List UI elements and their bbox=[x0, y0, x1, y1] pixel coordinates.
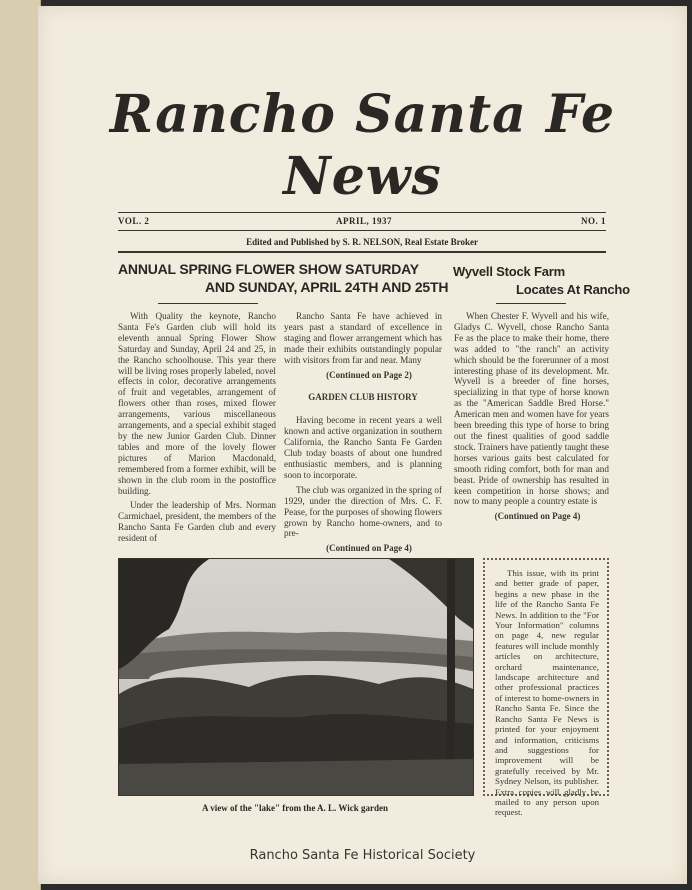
lake-photograph bbox=[118, 558, 474, 796]
continued-notice: (Continued on Page 4) bbox=[326, 543, 412, 554]
garden-club-subhead: GARDEN CLUB HISTORY bbox=[308, 392, 418, 403]
article-column-1 bbox=[118, 311, 276, 548]
paragraph: Under the leadership of Mrs. Norman Carmichael, president, the members of the Rancho Santa Fe Garden club and every resident of bbox=[118, 500, 276, 544]
volume-label: VOL. 2 bbox=[118, 216, 150, 226]
continued-notice: (Continued on Page 4) bbox=[494, 511, 581, 522]
newspaper-page bbox=[38, 6, 687, 884]
paragraph: With Quality the keynote, Rancho Santa Fe's Garden club will hold its eleventh annual Spring Flower Show Saturday and Sunday, April 24 and 25, in the Rancho schoolhouse. This year there will be living roses properly labeled, novel effects in color, decorative arrangements of fruit and vegetables, arrangement of flowers other than roses, mixed flower arrangements, various miscellaneous arrangements, and a special exhibit staged by the new Junior Garden Club. Dinner tables and more of the lovely flower pictures of Marion Macdonald, remembered from a former exhibit, will be shown in the club room in the postoffice building. bbox=[118, 311, 276, 496]
photo-caption: A view of the "lake" from the A. L. Wick garden bbox=[202, 803, 388, 813]
header-bottom-rule bbox=[118, 251, 606, 253]
article-column-2 bbox=[284, 311, 442, 558]
flower-show-headline-line2: AND SUNDAY, APRIL 24TH AND 25TH bbox=[205, 279, 449, 295]
paragraph: Having become in recent years a well known and active organization in southern California, the Rancho Santa Fe Garden Club today boasts of about one hundred enthusiastic members, and is planning soon to incorporate. bbox=[284, 415, 442, 480]
archive-credit: Rancho Santa Fe Historical Society bbox=[249, 848, 476, 863]
publisher-line: Edited and Published by S. R. NELSON, Real Estate Broker bbox=[246, 237, 478, 247]
headline-divider-2 bbox=[496, 303, 566, 304]
flower-show-headline-line1: ANNUAL SPRING FLOWER SHOW SATURDAY bbox=[118, 261, 419, 277]
headline-divider-1 bbox=[158, 303, 258, 304]
mid-rule bbox=[118, 230, 606, 231]
notice-text: This issue, with its print and better grade of paper, begins a new phase in the life of the Rancho Santa Fe News. In addition to the "For Your Information" columns on page 4, new regular features will include monthly articles on architecture, orchard maintenance, landscape architecture and other professional practices of interest to home-owners in Rancho Santa Fe. Since the Rancho Santa Fe News is printed for your enjoyment and information, criticisms and suggestions for improvement will be gratefully received by Mr. Sydney Nelson, its publisher. Extra copies will gladly be mailed to any person upon request. bbox=[495, 568, 599, 818]
stock-farm-headline-line1: Wyvell Stock Farm bbox=[453, 264, 565, 279]
top-rule bbox=[118, 212, 606, 213]
binding-edge bbox=[0, 0, 41, 890]
continued-notice: (Continued on Page 2) bbox=[326, 369, 412, 380]
masthead-title-line1: Rancho Santa Fe bbox=[109, 84, 616, 145]
article-column-3 bbox=[454, 311, 609, 526]
issue-date: APRIL, 1937 bbox=[336, 216, 393, 226]
paragraph: The club was organized in the spring of 1929, under the direction of Mrs. C. F. Pease, for the purposes of showing flowers grown by Rancho home-owners, and to pre- bbox=[284, 484, 442, 539]
masthead-title-line2: News bbox=[283, 146, 442, 207]
issue-number: NO. 1 bbox=[581, 216, 606, 226]
paragraph: Rancho Santa Fe have achieved in years past a standard of excellence in staging and flower arrangement which has made their exhibits outstandingly popular with visitors from far and near. Many bbox=[284, 311, 442, 365]
stock-farm-headline-line2: Locates At Rancho bbox=[516, 282, 630, 297]
issue-info-row bbox=[118, 216, 606, 230]
paragraph: When Chester F. Wyvell and his wife, Gladys C. Wyvell, chose Rancho Santa Fe as the place to make their home, there was added to "the ranch" an activity which should be the forerunner of a most interesting phase of its development. Mr. Wyvell is a breeder of fine horses, specializing in that type of horse known as the "American Saddle Bred Horse." American men and women have for years been breeding this type of horse to bring out the finest qualities of good saddle stock. Trainers have patiently taught these horses various gaits best calculated for smooth riding comfort, both for man and beast. Pride of ownership has resulted in keen competition in horse shows; and now to many people a country estate is bbox=[454, 311, 609, 507]
publisher-notice-box bbox=[483, 558, 609, 818]
